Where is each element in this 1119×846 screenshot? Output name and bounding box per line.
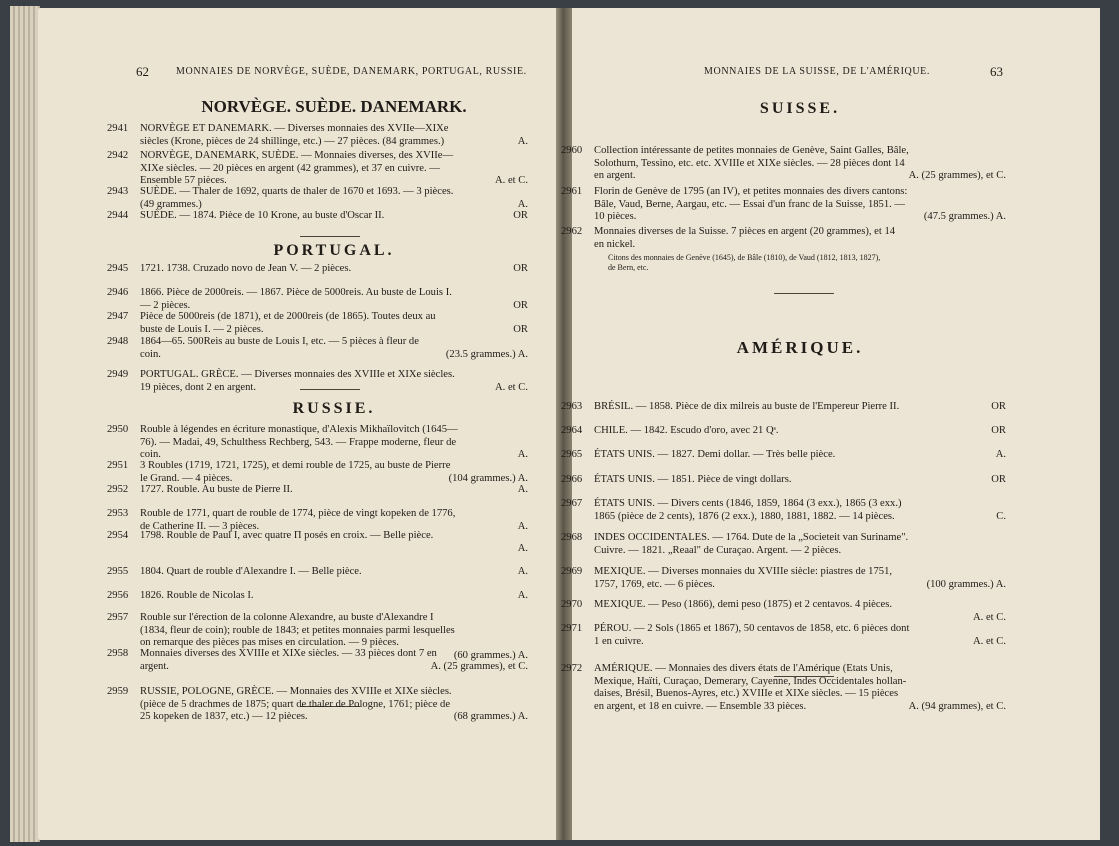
lot-entry — [107, 686, 528, 724]
lot-description — [140, 648, 528, 673]
description-text: Monnaies diverses des XVIIIe et XIXe siècles. — 33 pièces dont 7 en — [140, 648, 437, 659]
description-line — [140, 163, 528, 176]
lot-entry — [561, 474, 1006, 487]
lot-number: 2969 — [561, 566, 583, 577]
lot-description — [140, 590, 528, 603]
lot-entry — [107, 648, 528, 673]
description-text: 1826. Rouble de Nicolas I. — [140, 590, 254, 601]
description-line — [594, 401, 1006, 414]
lot-description — [594, 425, 1006, 438]
description-text: en argent, et 18 en cuivre. — Ensemble 33 pièces. — [594, 700, 807, 712]
section-divider — [774, 293, 834, 294]
description-text: le Grand. — 4 pièces. — [140, 472, 233, 484]
lot-entry — [561, 498, 1006, 523]
description-text: Solothurn, Tessino, etc. etc. XVIIIe et XIXe siècles. — 28 pièces dont 14 — [594, 157, 905, 169]
lot-description — [140, 123, 528, 148]
description-text: en nickel. — [594, 238, 636, 250]
footnote-line: de Bern, etc. — [608, 263, 649, 273]
description-text: 1727. Rouble. Au buste de Pierre II. — [140, 484, 293, 495]
lot-description — [594, 474, 1006, 487]
description-text: Ensemble 57 pièces. — [140, 175, 227, 187]
description-text: 19 pièces, dont 2 en argent. — [140, 381, 257, 393]
description-text: INDES OCCIDENTALES. — 1764. Dute de la „Societeit van Suriname". — [594, 532, 909, 543]
lot-entry — [561, 566, 1006, 591]
lot-number: 2958 — [107, 648, 129, 659]
right-page-running-head: MONNAIES DE LA SUISSE, DE L'AMÉRIQUE. — [704, 66, 930, 77]
lot-metal-weight: OR — [513, 210, 528, 221]
lot-number: 2943 — [107, 186, 129, 197]
description-text: Collection intéressante de petites monnaies de Genève, Saint Galles, Bâle, — [594, 145, 909, 156]
left-page-number: 62 — [136, 64, 149, 79]
description-line — [594, 701, 1006, 714]
description-text: Rouble à légendes en écriture monastique, d'Alexis Mikhaïlovitch (1645— — [140, 424, 458, 435]
description-line — [140, 566, 528, 579]
description-text: 25 kopeken de 1837, etc.) — 12 pièces. — [140, 711, 308, 723]
lot-description — [140, 484, 528, 497]
description-text: (pièce de 5 drachmes de 1875; quart de thaler de Pologne, 1761; pièce de — [140, 698, 451, 710]
lot-metal-weight: A. — [517, 198, 528, 210]
lot-number: 2972 — [561, 663, 583, 674]
description-text: buste de Louis I. — 2 pièces. — [140, 323, 264, 335]
description-text: on remarque des pièces pas mises en circulation. — 9 pièces. — [140, 637, 399, 649]
description-line — [594, 636, 1006, 649]
lot-description — [140, 369, 528, 394]
lot-number: 2947 — [107, 311, 129, 322]
description-text: daises, Brésil, Buenos-Ayres, etc.) XVIIIe et XIXe siècles. — 15 pièces — [594, 688, 899, 700]
description-text: Bâle, Vaud, Berne, Aargau, etc. — Essai d'un franc de la Suisse, 1851. — — [594, 198, 906, 210]
description-line — [594, 623, 1006, 636]
lot-description — [140, 336, 528, 361]
lot-metal-weight: A. et C. — [973, 611, 1006, 623]
lot-description — [140, 287, 528, 312]
lot-number: 2952 — [107, 484, 129, 495]
lot-metal-weight: OR — [991, 401, 1006, 412]
description-line — [140, 699, 528, 712]
section-title: AMÉRIQUE. — [736, 338, 864, 357]
lot-entry — [561, 623, 1006, 648]
lot-number: 2957 — [107, 612, 129, 623]
description-text: Rouble sur l'érection de la colonne Alexandre, au buste d'Alexandre I — [140, 612, 434, 623]
description-text: 1721. 1738. Cruzado novo de Jean V. — 2 pièces. — [140, 263, 352, 274]
description-line — [594, 566, 1006, 579]
description-line — [594, 211, 1006, 224]
description-text: — 2 pièces. — [140, 299, 191, 311]
description-text: Mexique, Haïti, Curaçao, Demerary, Cayenne, Indes Occidentales hollan- — [594, 675, 907, 687]
description-line — [594, 599, 1006, 612]
lot-metal-weight: A. (25 grammes), et C. — [430, 660, 528, 672]
lot-entry — [107, 590, 528, 603]
lot-number: 2965 — [561, 449, 583, 460]
description-line — [140, 324, 528, 337]
description-line — [140, 336, 528, 349]
lot-number: 2966 — [561, 474, 583, 485]
lot-description — [140, 263, 528, 276]
lot-number: 2941 — [107, 123, 129, 134]
description-line — [594, 511, 1006, 524]
description-text: Florin de Genève de 1795 (an IV), et petites monnaies des divers cantons: — [594, 186, 908, 197]
description-text: coin. — [140, 449, 161, 461]
lot-number: 2945 — [107, 263, 129, 274]
lot-number: 2954 — [107, 530, 129, 541]
lot-number: 2960 — [561, 145, 583, 156]
description-text: SUÈDE. — 1874. Pièce de 10 Krone, au buste d'Oscar II. — [140, 210, 385, 221]
description-text: PORTUGAL. GRÈCE. — Diverses monnaies des XVIIIe et XIXe siècles. — [140, 369, 455, 380]
lot-metal-weight: (100 grammes.) A. — [926, 578, 1006, 590]
description-line — [594, 425, 1006, 438]
description-line — [594, 545, 1006, 558]
description-text: 10 pièces. — [594, 211, 637, 223]
lot-metal-weight: A. (25 grammes), et C. — [908, 170, 1006, 182]
description-line — [140, 424, 528, 437]
description-line — [140, 648, 528, 661]
description-text: 3 Roubles (1719, 1721, 1725), et demi rouble de 1725, au buste de Pierre — [140, 460, 451, 471]
description-line — [140, 311, 528, 324]
lot-metal-weight: A. — [517, 566, 528, 577]
lot-number: 2963 — [561, 401, 583, 412]
lot-entry — [107, 566, 528, 579]
description-line — [140, 711, 528, 724]
lot-entry — [561, 425, 1006, 438]
lot-metal-weight: (60 grammes.) A. — [453, 649, 528, 661]
description-text: 1757, 1769, etc. — 6 pièces. — [594, 578, 715, 590]
lot-metal-weight: A. — [995, 449, 1006, 460]
lot-number: 2949 — [107, 369, 129, 380]
description-text: Rouble de 1771, quart de rouble de 1774, pièce de vingt kopeken de 1776, — [140, 508, 456, 519]
description-text: 76). — Madai, 49, Schulthess Rechberg, 543. — Frappe moderne, fleur de — [140, 436, 457, 448]
description-line — [140, 287, 528, 300]
lot-metal-weight: OR — [513, 323, 528, 335]
description-line — [594, 474, 1006, 487]
lot-number: 2970 — [561, 599, 583, 610]
lot-metal-weight: (23.5 grammes.) A. — [445, 348, 528, 360]
description-line — [140, 210, 528, 223]
description-line — [140, 612, 528, 625]
lot-metal-weight: OR — [991, 425, 1006, 436]
lot-number: 2942 — [107, 150, 129, 161]
lot-entry — [107, 263, 528, 276]
lot-number: 2950 — [107, 424, 129, 435]
lot-description — [140, 424, 528, 462]
right-page — [572, 8, 1100, 840]
lot-metal-weight: OR — [513, 299, 528, 311]
description-line — [594, 239, 1006, 252]
lot-metal-weight: A. — [517, 542, 528, 554]
description-line — [594, 158, 1006, 171]
section-title: PORTUGAL. — [273, 242, 395, 259]
lot-number: 2967 — [561, 498, 583, 509]
description-line — [594, 498, 1006, 511]
lot-metal-weight: A. — [517, 590, 528, 601]
lot-entry — [107, 210, 528, 223]
lot-entry — [561, 186, 1006, 224]
description-text: AMÉRIQUE. — Monnaies des divers états de l'Amérique (Etats Unis, — [594, 663, 893, 674]
lot-entry — [561, 449, 1006, 462]
description-text: coin. — [140, 348, 161, 360]
description-text: Pièce de 5000reis (de 1871), et de 2000reis (de 1865). Toutes deux au — [140, 311, 436, 322]
left-page-running-head: MONNAIES DE NORVÈGE, SUÈDE, DANEMARK, PORTUGAL, RUSSIE. — [176, 66, 527, 77]
lot-metal-weight: (47.5 grammes.) A. — [923, 211, 1006, 223]
description-text: 1864—65. 500Reis au buste de Louis I, etc. — 5 pièces à fleur de — [140, 336, 419, 347]
lot-entry — [107, 336, 528, 361]
footnote-line: Citons des monnaies de Genève (1645), de Bâle (1810), de Vaud (1812, 1813, 1827), — [608, 253, 881, 263]
lot-metal-weight: OR — [991, 474, 1006, 485]
description-line — [594, 663, 1006, 676]
lot-entry — [561, 663, 1006, 713]
description-line — [594, 170, 1006, 183]
lot-entry — [561, 226, 1006, 273]
description-line — [140, 186, 528, 199]
description-line — [140, 661, 528, 674]
lot-number: 2971 — [561, 623, 583, 634]
description-line — [140, 530, 528, 543]
lot-metal-weight: A. et C. — [495, 381, 528, 393]
description-line — [594, 199, 1006, 212]
description-line — [140, 625, 528, 638]
lot-number: 2946 — [107, 287, 129, 298]
lot-description — [140, 150, 528, 188]
lot-description — [140, 460, 528, 485]
description-line — [594, 688, 1006, 701]
description-text: NORVÈGE ET DANEMARK. — Diverses monnaies des XVIIe—XIXe — [140, 123, 449, 134]
lot-number: 2953 — [107, 508, 129, 519]
description-text: MEXIQUE. — Diverses monnaies du XVIIIe siècle: piastres de 1751, — [594, 566, 893, 577]
description-line — [140, 382, 528, 395]
lot-entry — [107, 424, 528, 462]
lot-entry — [561, 145, 1006, 183]
lot-number: 2956 — [107, 590, 129, 601]
lot-entry — [107, 369, 528, 394]
lot-metal-weight: A. — [517, 520, 528, 532]
lot-description — [594, 186, 1006, 224]
description-line — [140, 349, 528, 362]
description-text: SUÈDE. — Thaler de 1692, quarts de thaler de 1670 et 1693. — 3 pièces. — [140, 186, 454, 197]
lot-entry — [561, 532, 1006, 557]
lot-description — [594, 663, 1006, 713]
lot-entry — [107, 484, 528, 497]
lot-metal-weight: (104 grammes.) A. — [448, 472, 528, 484]
lot-number: 2964 — [561, 425, 583, 436]
right-page-number: 63 — [990, 64, 1003, 79]
section-title: SUISSE. — [759, 100, 841, 117]
lot-entry — [561, 401, 1006, 414]
lot-metal-weight: A. et C. — [973, 635, 1006, 647]
lot-description — [140, 210, 528, 223]
lot-metal-weight: (68 grammes.) A. — [453, 711, 528, 723]
lot-number: 2961 — [561, 186, 583, 197]
description-line — [140, 590, 528, 603]
section-title: NORVÈGE. SUÈDE. DANEMARK. — [201, 97, 467, 116]
description-text: siècles (Krone, pièces de 24 shillinge, etc.) — 27 pièces. (84 grammes.) — [140, 135, 445, 147]
description-line — [140, 263, 528, 276]
page-edges — [10, 6, 40, 842]
lot-number: 2944 — [107, 210, 129, 221]
description-text: 1 en cuivre. — [594, 635, 644, 647]
lot-footnote — [608, 253, 1006, 273]
lot-entry — [107, 186, 528, 211]
description-text: RUSSIE, POLOGNE, GRÈCE. — Monnaies des XVIIIe et XIXe siècles. — [140, 686, 452, 697]
lot-description — [140, 311, 528, 336]
lot-number: 2962 — [561, 226, 583, 237]
description-line — [594, 579, 1006, 592]
lot-description — [594, 498, 1006, 523]
lot-number: 2955 — [107, 566, 129, 577]
lot-entry — [561, 599, 1006, 624]
description-text: (1834, fleur de coin); rouble de 1843; et petites monnaies parmi lesquelles — [140, 624, 455, 636]
lot-description — [594, 599, 1006, 624]
description-line — [140, 484, 528, 497]
description-text: NORVÈGE, DANEMARK, SUÈDE. — Monnaies diverses, des XVIIe— — [140, 150, 454, 161]
description-line — [140, 150, 528, 163]
lot-description — [140, 186, 528, 211]
description-line — [140, 437, 528, 450]
lot-entry — [107, 123, 528, 148]
lot-description — [594, 145, 1006, 183]
description-text: PÉROU. — 2 Sols (1865 et 1867), 50 centavos de 1858, etc. 6 pièces dont — [594, 623, 910, 634]
lot-metal-weight: OR — [513, 263, 528, 274]
description-line — [140, 460, 528, 473]
lot-number: 2959 — [107, 686, 129, 697]
lot-entry — [107, 530, 528, 555]
lot-description — [140, 566, 528, 579]
section-divider — [300, 236, 360, 237]
description-line — [594, 186, 1006, 199]
lot-description — [140, 686, 528, 724]
description-text: ÉTATS UNIS. — Divers cents (1846, 1859, 1864 (3 exx.), 1865 (3 exx.) — [594, 498, 902, 509]
lot-number: 2968 — [561, 532, 583, 543]
lot-metal-weight: A. — [517, 449, 528, 461]
lot-description — [594, 532, 1006, 557]
description-text: 1866. Pièce de 2000reis. — 1867. Pièce de 5000reis. Au buste de Louis I. — [140, 287, 452, 298]
lot-entry — [107, 150, 528, 188]
section-title: RUSSIE. — [292, 400, 376, 417]
description-line — [140, 686, 528, 699]
description-line — [594, 449, 1006, 462]
description-text: (49 grammes.) — [140, 198, 202, 210]
description-text: argent. — [140, 660, 169, 672]
book-gutter — [556, 8, 572, 840]
lot-description — [594, 226, 1006, 273]
lot-entry — [107, 287, 528, 312]
description-text: Cuivre. — 1821. „Reaal" de Curaçao. Argent. — 2 pièces. — [594, 544, 842, 556]
description-text: ÉTATS UNIS. — 1851. Pièce de vingt dollars. — [594, 474, 792, 485]
description-text: en argent. — [594, 170, 636, 182]
description-line — [140, 543, 528, 556]
description-text: ÉTATS UNIS. — 1827. Demi dollar. — Très belle pièce. — [594, 449, 836, 460]
description-line — [140, 136, 528, 149]
lot-number: 2951 — [107, 460, 129, 471]
lot-metal-weight: A. et C. — [495, 175, 528, 187]
lot-description — [594, 401, 1006, 414]
lot-metal-weight: C. — [996, 510, 1006, 522]
description-line — [140, 508, 528, 521]
description-text: 1865 (pièce de 2 cents), 1876 (2 exx.), 1880, 1881, 1882. — 14 pièces. — [594, 510, 895, 522]
lot-metal-weight: A. (94 grammes), et C. — [908, 700, 1006, 712]
lot-number: 2948 — [107, 336, 129, 347]
description-text: XIXe siècles. — 20 pièces en argent (42 grammes), et 37 en cuivre. — — [140, 162, 440, 174]
description-text: 1798. Rouble de Paul I, avec quatre Π posés en croix. — Belle pièce. — [140, 530, 434, 541]
description-text: CHILE. — 1842. Escudo d'oro, avec 21 Qˢ. — [594, 425, 779, 436]
lot-description — [594, 449, 1006, 462]
lot-description — [594, 566, 1006, 591]
description-line — [594, 226, 1006, 239]
description-line — [594, 532, 1006, 545]
description-text: BRÉSIL. — 1858. Pièce de dix milreis au buste de l'Empereur Pierre II. — [594, 401, 900, 412]
description-text: 1804. Quart de rouble d'Alexandre I. — Belle pièce. — [140, 566, 362, 577]
description-line — [140, 369, 528, 382]
description-text: de Catherine II. — 3 pièces. — [140, 520, 260, 532]
lot-entry — [107, 460, 528, 485]
lot-description — [594, 623, 1006, 648]
lot-metal-weight: A. — [517, 484, 528, 495]
description-text: MEXIQUE. — Peso (1866), demi peso (1875) et 2 centavos. 4 pièces. — [594, 599, 893, 610]
lot-metal-weight: A. — [517, 135, 528, 147]
description-line — [594, 145, 1006, 158]
lot-description — [140, 530, 528, 555]
description-line — [594, 676, 1006, 689]
lot-entry — [107, 311, 528, 336]
description-text: Monnaies diverses de la Suisse. 7 pièces en argent (20 grammes), et 14 — [594, 226, 896, 237]
description-line — [140, 123, 528, 136]
